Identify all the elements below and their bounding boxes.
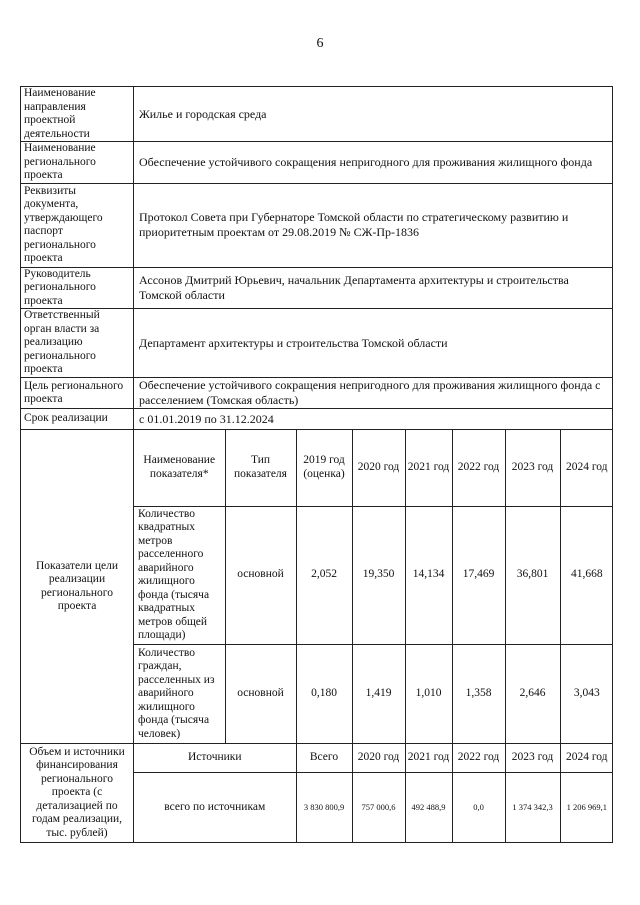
financing-header-row	[134, 744, 613, 772]
leader-label: Руководитель регионального проекта	[21, 267, 134, 309]
project-name-label: Наименование регионального проекта	[21, 142, 134, 184]
responsible-label: Ответственный орган власти за реализацию регионального проекта	[21, 309, 134, 378]
year-2020-header: 2020 год	[352, 430, 405, 506]
fin-year-2024-header: 2024 год	[560, 744, 613, 772]
responsible-value: Департамент архитектуры и строительства Томской области	[134, 309, 613, 378]
indicator-value: 41,668	[560, 506, 613, 644]
year-2019-header: 2019 год (оценка)	[296, 430, 352, 506]
direction-label: Наименование направления проектной деятельности	[21, 87, 134, 142]
goal-label: Цель регионального проекта	[21, 378, 134, 409]
fin-year-2021-header: 2021 год	[405, 744, 452, 772]
row-indicators	[21, 430, 613, 744]
row-financing	[21, 744, 613, 843]
indicators-label: Показатели цели реализации регионального проекта	[21, 430, 134, 744]
fin-year-2023-header: 2023 год	[505, 744, 560, 772]
row-project-name	[21, 142, 613, 184]
indicator-type-header: Тип показателя	[225, 430, 296, 506]
year-2023-header: 2023 год	[505, 430, 560, 506]
table-row	[134, 506, 613, 644]
indicators-cell	[134, 430, 613, 744]
financing-cell	[134, 744, 613, 843]
financing-value: 1 374 342,3	[505, 772, 560, 842]
period-value: с 01.01.2019 по 31.12.2024	[134, 409, 613, 430]
indicators-header-row	[134, 430, 613, 506]
indicator-value: 19,350	[352, 506, 405, 644]
row-leader	[21, 267, 613, 309]
goal-value: Обеспечение устойчивого сокращения непригодного для проживания жилищного фонда с расселением (Томская область)	[134, 378, 613, 409]
year-2024-header: 2024 год	[560, 430, 613, 506]
fin-year-2022-header: 2022 год	[452, 744, 505, 772]
indicator-value: 2,052	[296, 506, 352, 644]
indicators-table	[134, 430, 613, 743]
row-requisites	[21, 183, 613, 267]
leader-value: Ассонов Дмитрий Юрьевич, начальник Департамента архитектуры и строительства Томской области	[134, 267, 613, 309]
project-passport-table	[20, 86, 613, 843]
indicator-type: основной	[225, 644, 296, 743]
requisites-value: Протокол Совета при Губернаторе Томской области по стратегическому развитию и приоритетным проектам от 29.08.2019 № СЖ-Пр-1836	[134, 183, 613, 267]
row-period	[21, 409, 613, 430]
requisites-label: Реквизиты документа, утверждающего паспорт регионального проекта	[21, 183, 134, 267]
indicator-value: 36,801	[505, 506, 560, 644]
indicator-value: 17,469	[452, 506, 505, 644]
financing-value: 1 206 969,1	[560, 772, 613, 842]
indicator-name-header: Наименование показателя*	[134, 430, 225, 506]
year-2021-header: 2021 год	[405, 430, 452, 506]
fin-year-2020-header: 2020 год	[352, 744, 405, 772]
financing-table	[134, 744, 613, 842]
indicator-value: 1,010	[405, 644, 452, 743]
indicator-value: 3,043	[560, 644, 613, 743]
financing-value: 757 000,6	[352, 772, 405, 842]
financing-value: 0,0	[452, 772, 505, 842]
row-responsible	[21, 309, 613, 378]
year-2022-header: 2022 год	[452, 430, 505, 506]
indicator-value: 14,134	[405, 506, 452, 644]
indicator-value: 1,419	[352, 644, 405, 743]
indicator-name: Количество граждан, расселенных из аварийного жилищного фонда (тысяча человек)	[134, 644, 225, 743]
total-header: Всего	[296, 744, 352, 772]
indicator-value: 0,180	[296, 644, 352, 743]
indicator-value: 2,646	[505, 644, 560, 743]
financing-label: Объем и источники финансирования регионального проекта (с детализацией по годам реализации, тыс. рублей)	[21, 744, 134, 843]
financing-value: 3 830 800,9	[296, 772, 352, 842]
indicator-name: Количество квадратных метров расселенного аварийного жилищного фонда (тысяча квадратных метров общей площади)	[134, 506, 225, 644]
table-row	[134, 772, 613, 842]
indicator-type: основной	[225, 506, 296, 644]
project-name-value: Обеспечение устойчивого сокращения непригодного для проживания жилищного фонда	[134, 142, 613, 184]
direction-value: Жилье и городская среда	[134, 87, 613, 142]
table-row	[134, 644, 613, 743]
sources-header: Источники	[134, 744, 296, 772]
source-name: всего по источникам	[134, 772, 296, 842]
indicator-value: 1,358	[452, 644, 505, 743]
row-goal	[21, 378, 613, 409]
financing-value: 492 488,9	[405, 772, 452, 842]
page-number: 6	[316, 36, 324, 51]
period-label: Срок реализации	[21, 409, 134, 430]
row-direction	[21, 87, 613, 142]
